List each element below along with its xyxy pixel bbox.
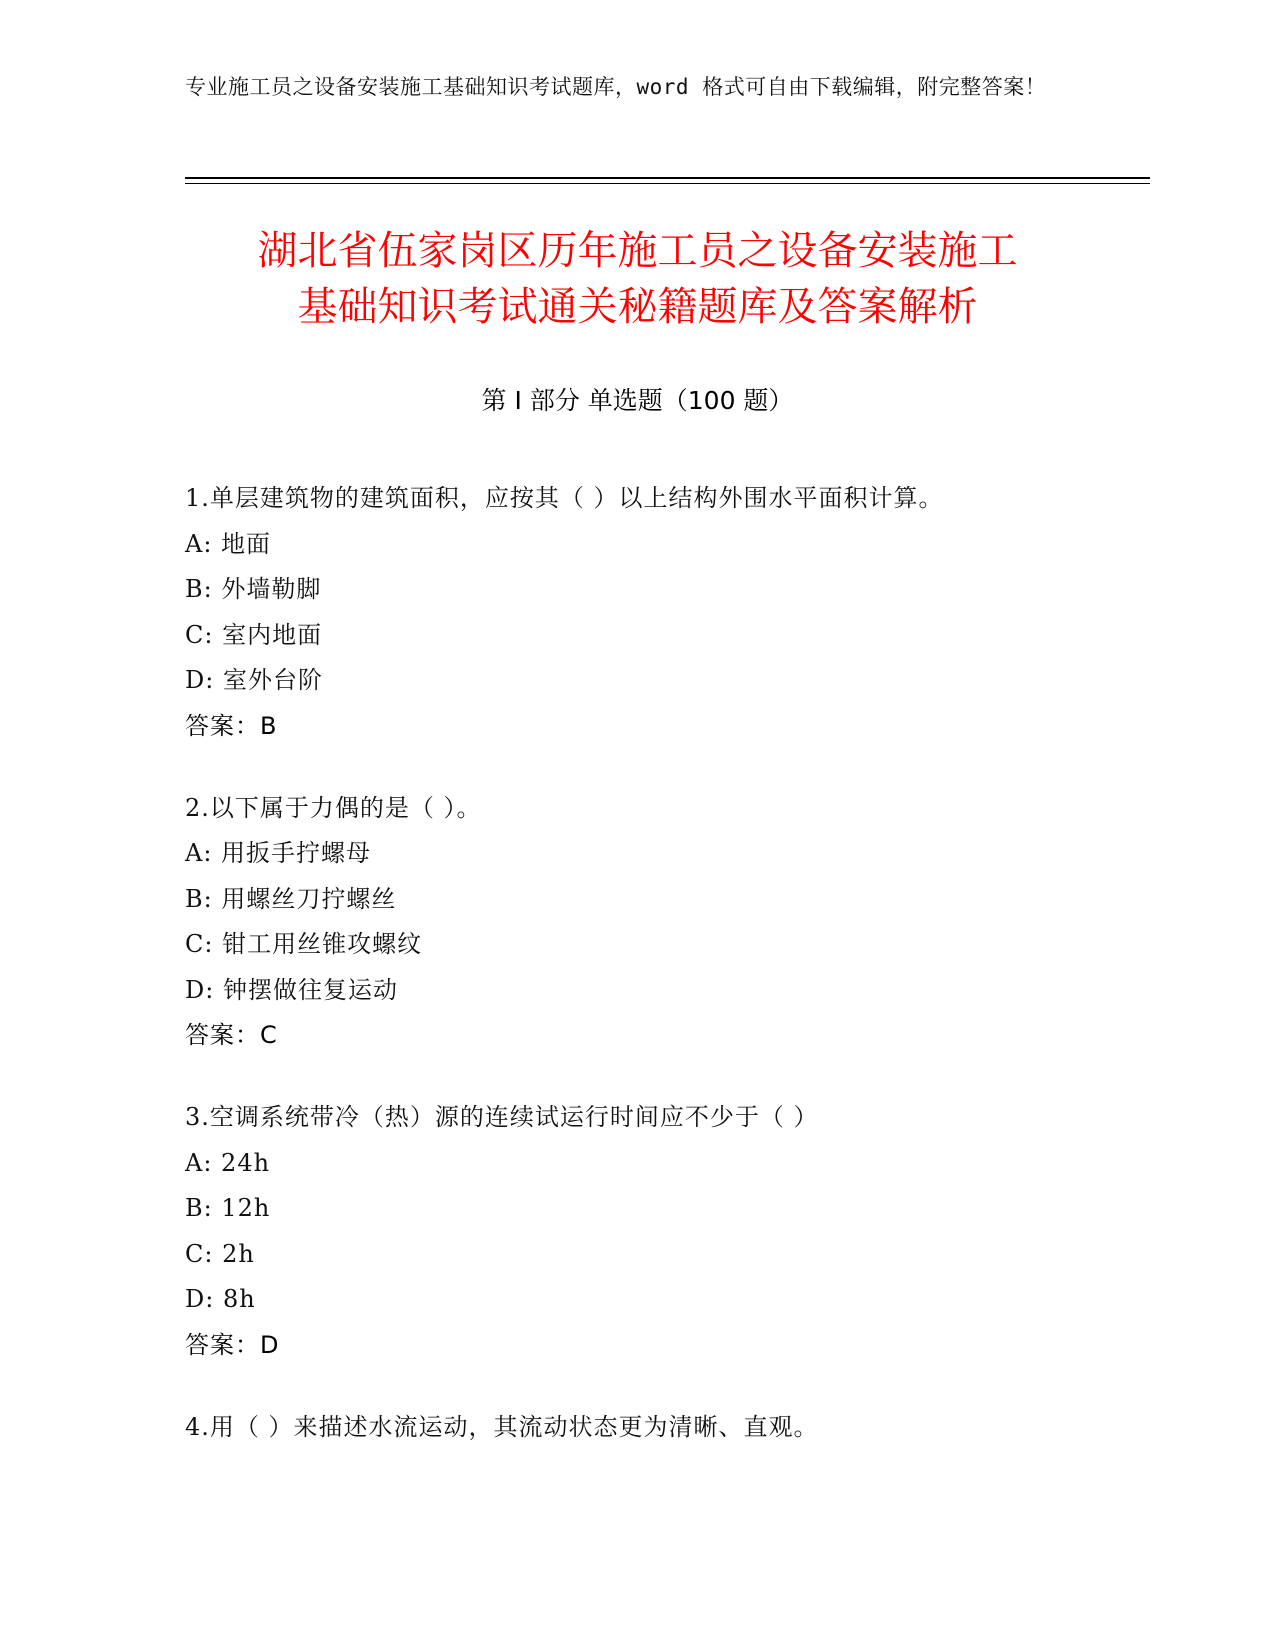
answer-label: 答案：B [185,711,278,740]
section-heading: 第 I 部分 单选题（100 题） [481,386,794,415]
question-item [185,476,1115,749]
option-a: A: 地面 [185,529,272,558]
answer-label: 答案：D [185,1330,280,1359]
header-note: 专业施工员之设备安装施工基础知识考试题库，word 格式可自由下载编辑，附完整答案！ [185,75,1047,99]
option-b: B: 外墙勒脚 [185,575,322,603]
question-stem: 3.空调系统带冷（热）源的连续试运行时间应不少于（ ） [185,1103,819,1131]
option-a: A: 24h [185,1148,271,1177]
answer-label: 答案：C [185,1021,278,1049]
question-stem: 1.单层建筑物的建筑面积，应按其（ ）以上结构外围水平面积计算。 [185,484,944,512]
option-b: B: 12h [185,1194,271,1222]
option-a: A: 用扳手拧螺母 [185,839,372,867]
option-b: B: 用螺丝刀拧螺丝 [185,884,397,913]
document-title [150,223,1125,335]
option-d: D: 钟摆做往复运动 [185,975,398,1004]
question-stem: 4.用（ ）来描述水流运动，其流动状态更为清晰、直观。 [185,1412,819,1441]
option-c: C: 2h [185,1239,255,1268]
question-item [185,1405,1115,1451]
option-d: D: 室外台阶 [185,666,323,694]
option-c: C: 钳工用丝锥攻螺纹 [185,930,423,958]
question-list [185,476,1115,1487]
question-item [185,1095,1115,1368]
document-title-line-2: 基础知识考试通关秘籍题库及答案解析 [297,284,978,330]
document-title-line-1: 湖北省伍家岗区历年施工员之设备安装施工 [257,228,1018,274]
option-d: D: 8h [185,1285,256,1313]
header-divider-thin [185,183,1150,184]
option-c: C: 室内地面 [185,620,323,649]
question-item [185,786,1115,1059]
header-divider-thick [185,177,1150,179]
question-stem: 2.以下属于力偶的是（ ）。 [185,793,482,822]
